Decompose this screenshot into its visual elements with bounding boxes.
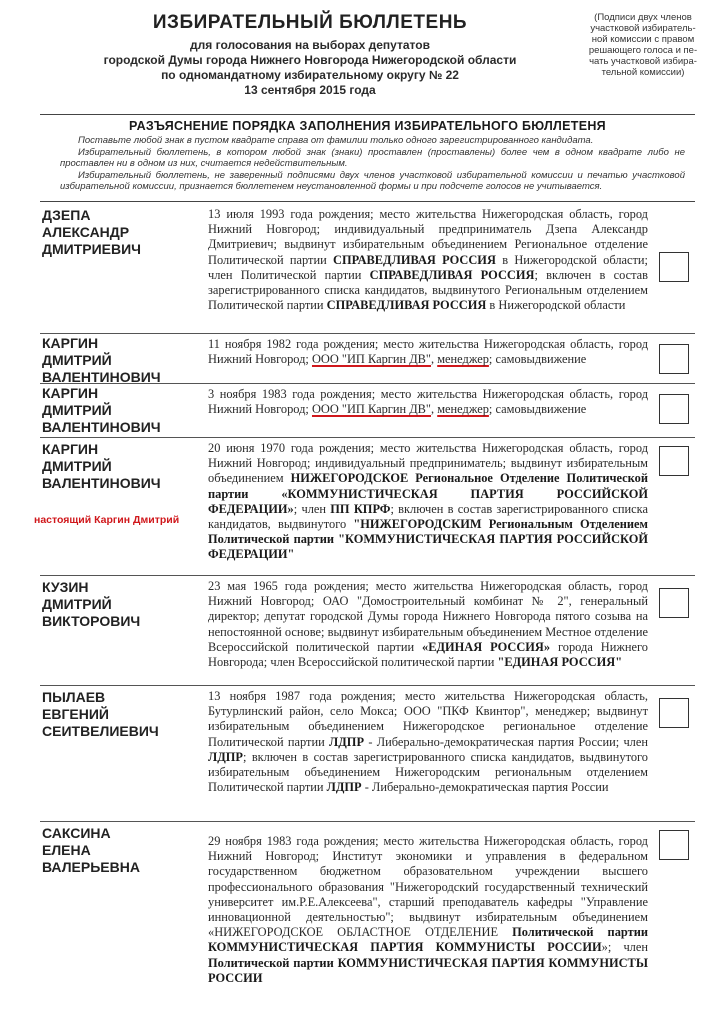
- candidate-description: 20 июня 1970 года рождения; место жительства Нижегородская область, город Нижний Новгород; индивидуальный предприниматель; выдвинут избирательным объединением НИЖЕГОРОДСКОЕ Региональное Отделение Политической партии «КОММУНИСТИЧЕСКАЯ ПАРТИЯ РОССИЙСКОЙ ФЕДЕРАЦИИ»; член ПП КПРФ; включен в состав зарегистрированного списка кандидатов, выдвинутого "НИЖЕГОРОДСКИМ Региональным Отделением Политической партии "КОММУНИСТИЧЕСКАЯ ПАРТИЯ РОССИЙСКОЙ ФЕДЕРАЦИИ": [208, 441, 648, 562]
- candidate-row-pylaev: [40, 686, 695, 822]
- instruction-paragraph-3: Избирательный бюллетень, не заверенный подписями двух членов участковой избирательной комиссии и печатью участковой избирательной комиссии, признается бюллетенем неустановленной формы и при подсчете голосов не учитывается.: [60, 169, 685, 192]
- vote-checkbox[interactable]: [659, 394, 689, 424]
- candidate-description: 29 ноября 1983 года рождения; место жительства Нижегородская область, город Нижний Новгород; Институт экономики и управления в федеральном государственном бюджетном образовательном учреждении высшего профессионального образования "Нижегородский государственный технический университет им.Р.Е.Алексеева", старший преподаватель кафедры "Управление инновационной деятельностью"; выдвинут избирательным объединением «НИЖЕГОРОДСКОЕ ОБЛАСТНОЕ ОТДЕЛЕНИЕ Политической партии КОММУНИСТИЧЕСКАЯ ПАРТИЯ КОММУНИСТЫ РОССИИ»; член Политической партии КОММУНИСТИЧЕСКАЯ ПАРТИЯ КОММУНИСТЫ РОССИИ: [208, 834, 648, 985]
- instructions-heading: РАЗЪЯСНЕНИЕ ПОРЯДКА ЗАПОЛНЕНИЯ ИЗБИРАТЕЛЬНОГО БЮЛЛЕТЕНЯ: [129, 119, 606, 133]
- vote-checkbox[interactable]: [659, 588, 689, 618]
- handwritten-annotation: настоящий Каргин Дмитрий: [34, 514, 180, 526]
- instructions-section: [40, 114, 695, 202]
- ballot-title: ИЗБИРАТЕЛЬНЫЙ БЮЛЛЕТЕНЬ: [152, 12, 468, 33]
- candidate-name: КАРГИН ДМИТРИЙ ВАЛЕНТИНОВИЧ: [42, 335, 161, 385]
- red-underline-company: ООО "ИП Каргин ДВ": [311, 352, 431, 367]
- candidate-name: ДЗЕПА АЛЕКСАНДР ДМИТРИЕВИЧ: [42, 207, 141, 257]
- vote-checkbox[interactable]: [659, 698, 689, 728]
- candidate-row-kuzin: [40, 576, 695, 686]
- candidate-description: 3 ноября 1983 года рождения; место жительства Нижегородская область, город Нижний Новгород; ООО "ИП Каргин ДВ", менеджер; самовыдвижение: [208, 387, 648, 417]
- candidate-name: КАРГИН ДМИТРИЙ ВАЛЕНТИНОВИЧ: [42, 385, 161, 435]
- vote-checkbox[interactable]: [659, 252, 689, 282]
- vote-checkbox[interactable]: [659, 830, 689, 860]
- candidate-description: 13 июля 1993 года рождения; место жительства Нижегородская область, город Нижний Новгород; индивидуальный предприниматель Дзепа Александр Дмитриевич; выдвинут избирательным объединением Региональное отделение Политической партии СПРАВЕДЛИВАЯ РОССИЯ в Нижегородской области; член Политической партии СПРАВЕДЛИВАЯ РОССИЯ; включен в состав зарегистрированного списка кандидатов, выдвинутого Региональным отделением Политической партии СПРАВЕДЛИВАЯ РОССИЯ в Нижегородской области: [208, 207, 648, 313]
- candidate-row-kargin-1982: [40, 334, 695, 384]
- candidate-name: САКСИНА ЕЛЕНА ВАЛЕРЬЕВНА: [42, 825, 140, 875]
- header-line-1: для голосования на выборах депутатов: [190, 38, 430, 52]
- candidate-name: ПЫЛАЕВ ЕВГЕНИЙ СЕИТВЕЛИЕВИЧ: [42, 689, 159, 739]
- election-date: 13 сентября 2015 года: [244, 83, 376, 97]
- vote-checkbox[interactable]: [659, 344, 689, 374]
- red-underline-position: менеджер: [437, 402, 489, 417]
- candidate-row-saksina: [40, 822, 695, 1012]
- candidate-description: 11 ноября 1982 года рождения; место жительства Нижегородская область, город Нижний Новгород; ООО "ИП Каргин ДВ", менеджер; самовыдвижение: [208, 337, 648, 367]
- header-line-3: по одномандатному избирательному округу № 22: [161, 68, 459, 82]
- candidate-row-kargin-1970: [34, 438, 695, 576]
- header-line-2: городской Думы города Нижнего Новгорода Нижегородской области: [103, 53, 517, 67]
- instruction-paragraph-2: Избирательный бюллетень, в котором любой знак (знаки) проставлен (проставлены) более чем в одном квадрате либо не проставлен ни в одном из них, считается недействительным.: [60, 146, 685, 169]
- candidate-name: КУЗИН ДМИТРИЙ ВИКТОРОВИЧ: [42, 579, 141, 629]
- red-underline-company: ООО "ИП Каргин ДВ": [311, 402, 431, 417]
- candidate-name: КАРГИН ДМИТРИЙ ВАЛЕНТИНОВИЧ: [42, 441, 161, 491]
- candidate-row-dzepa: [40, 204, 695, 334]
- candidate-description: 23 мая 1965 года рождения; место жительства Нижегородская область, город Нижний Новгород; ОАО "Домостроительный комбинат № 2", генеральный директор; депутат городской Думы города Нижнего Новгорода пятого созыва на непостоянной основе; выдвинут избирательным объединением Местное отделение Всероссийской политической партии «ЕДИНАЯ РОССИЯ» города Нижнего Новгорода; член Всероссийской политической партии "ЕДИНАЯ РОССИЯ": [208, 579, 648, 670]
- red-underline-position: менеджер: [437, 352, 489, 367]
- candidate-list: [34, 204, 695, 1012]
- signature-note: (Подписи двух членов участковой избиратель-ной комиссии с правом решающего голоса и пе-чать участковой избира-тельной комиссии): [588, 12, 698, 78]
- instruction-paragraph-1: Поставьте любой знак в пустом квадрате справа от фамилии только одного зарегистрированного кандидата.: [78, 135, 594, 146]
- candidate-row-kargin-1983: [40, 384, 695, 438]
- candidate-description: 13 ноября 1987 года рождения; место жительства Нижегородская область, Бутурлинский район, село Мокса; ООО "ПКФ Квинтор", менеджер; выдвинут избирательным объединением Нижегородское региональное отделение Политической партии ЛДПР - Либерально-демократическая партия России; член ЛДПР; включен в состав зарегистрированного списка кандидатов, выдвинутого избирательным объединением Нижегородским региональным отделением Политической партии ЛДПР - Либерально-демократическая партия России: [208, 689, 648, 795]
- ballot-header: [40, 8, 580, 98]
- vote-checkbox[interactable]: [659, 446, 689, 476]
